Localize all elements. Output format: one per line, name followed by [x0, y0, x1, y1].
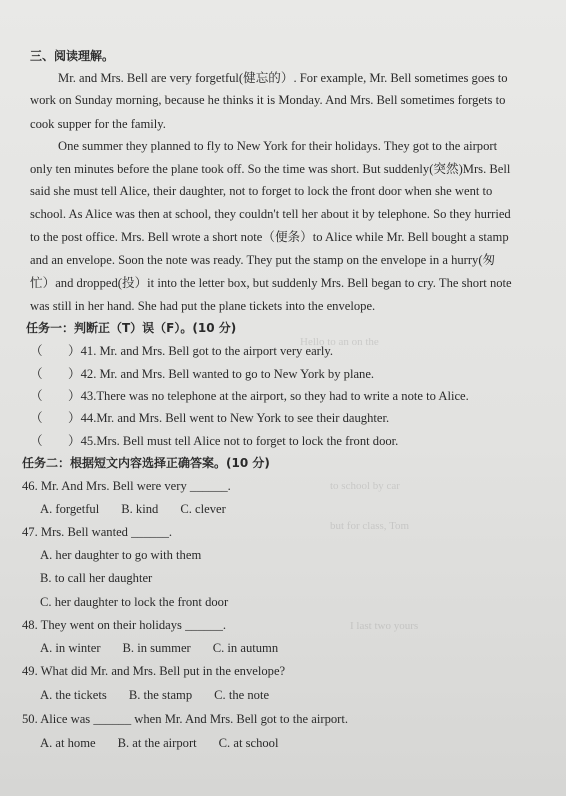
- option[interactable]: C. clever: [180, 502, 226, 516]
- passage-line: school. As Alice was then at school, they couldn't tell her about it by telephone. So they hurried: [30, 207, 511, 221]
- passage-line: to the post office. Mrs. Bell wrote a short note（便条）to Alice while Mr. Bell bought a stamp: [30, 230, 509, 244]
- question-stem: 50. Alice was ______ when Mr. And Mrs. Bell got to the airport.: [22, 712, 349, 726]
- tf-text: ）43.There was no telephone at the airport, so they had to write a note to Alice.: [68, 389, 469, 403]
- tf-text: ）44.Mr. and Mrs. Bell went to New York to see their daughter.: [68, 411, 390, 425]
- bleed-through: to school by car: [330, 480, 400, 492]
- bleed-through: Hello to an on the: [300, 336, 379, 348]
- option[interactable]: A. her daughter to go with them: [40, 548, 202, 562]
- option[interactable]: A. the tickets: [40, 688, 107, 702]
- passage-line: One summer they planned to fly to New York for their holidays. They got to the airport: [58, 139, 498, 153]
- passage-line: was still in her hand. She had put the plane tickets into the envelope.: [30, 299, 376, 313]
- option[interactable]: C. her daughter to lock the front door: [40, 595, 229, 609]
- option[interactable]: C. in autumn: [212, 641, 279, 655]
- answer-blank[interactable]: （: [30, 411, 43, 425]
- bleed-through: I last two yours: [350, 620, 419, 632]
- answer-blank[interactable]: （: [30, 344, 43, 358]
- question-stem: 49. What did Mr. and Mrs. Bell put in the envelope?: [22, 664, 286, 678]
- option[interactable]: B. in summer: [122, 641, 191, 655]
- passage-line: cook supper for the family.: [30, 117, 166, 131]
- passage-line: said she must tell Alice, their daughter, not to forget to lock the front door when she went to: [30, 184, 493, 198]
- answer-blank[interactable]: （: [30, 434, 43, 448]
- answer-blank[interactable]: （: [30, 389, 43, 403]
- passage-line: and an envelope. Soon the note was ready. They put the stamp on the envelope in a hurry(匆: [30, 253, 496, 267]
- option[interactable]: C. at school: [218, 736, 279, 750]
- question-stem: 46. Mr. And Mrs. Bell were very ______.: [22, 479, 231, 493]
- question-stem: 47. Mrs. Bell wanted ______.: [22, 525, 173, 539]
- tf-text: ）41. Mr. and Mrs. Bell got to the airport very early.: [68, 344, 333, 358]
- option-row: [40, 687, 291, 703]
- option[interactable]: B. kind: [121, 502, 159, 516]
- option[interactable]: B. to call her daughter: [40, 571, 153, 585]
- answer-blank[interactable]: （: [30, 367, 43, 381]
- option-row: [40, 501, 248, 517]
- option[interactable]: A. in winter: [40, 641, 101, 655]
- passage-line: only ten minutes before the plane took off. So the time was short. But suddenly(突然)Mrs. Bell: [30, 162, 511, 176]
- passage-line: work on Sunday morning, because he thinks it is Monday. And Mrs. Bell sometimes forgets to: [30, 93, 506, 107]
- option-row: [40, 547, 223, 563]
- option[interactable]: B. the stamp: [128, 688, 193, 702]
- option-row: [40, 594, 250, 610]
- section-title: 三、阅读理解。: [30, 49, 115, 63]
- option[interactable]: A. at home: [40, 736, 96, 750]
- tf-item: [30, 343, 333, 359]
- passage-line: Mr. and Mrs. Bell are very forgetful(健忘的）. For example, Mr. Bell sometimes goes to: [58, 71, 508, 85]
- passage-line: 忙）and dropped(投）it into the letter box, but suddenly Mrs. Bell began to cry. The short note: [30, 276, 512, 290]
- tf-text: ）42. Mr. and Mrs. Bell wanted to go to New York by plane.: [68, 367, 375, 381]
- option-row: [40, 735, 300, 751]
- option-row: [40, 570, 174, 586]
- bleed-through: but for class, Tom: [330, 520, 410, 532]
- option[interactable]: B. at the airport: [117, 736, 197, 750]
- option-row: [40, 640, 300, 656]
- tf-item: [30, 366, 374, 382]
- tf-item: [30, 410, 389, 426]
- tf-item: [30, 433, 398, 449]
- tf-item: [30, 388, 469, 404]
- option[interactable]: A. forgetful: [40, 502, 100, 516]
- task1-title: 任务一：判断正（T）误（F）。(10 分): [26, 321, 237, 335]
- task2-title: 任务二：根据短文内容选择正确答案。(10 分): [22, 456, 270, 470]
- tf-text: ）45.Mrs. Bell must tell Alice not to forget to lock the front door.: [68, 434, 399, 448]
- question-stem: 48. They went on their holidays ______.: [22, 618, 227, 632]
- option[interactable]: C. the note: [214, 688, 270, 702]
